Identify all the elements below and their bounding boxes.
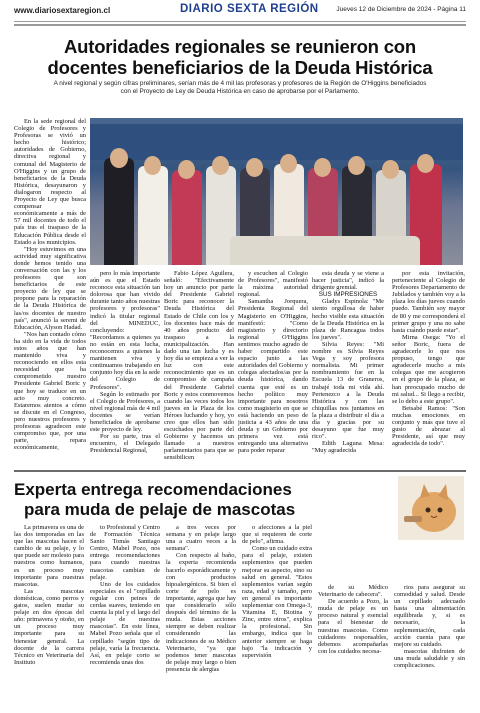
photo-face xyxy=(212,156,229,175)
paragraph: pero lo más importante aún es que el Estado reconoce esta situación tan dolorosa que han vivido durante tanto años nuestras profesores y profesoras" indicó la titular regional del MINEDUC, concluyendo: "Recordamos a quienes ya no están en esta lucha, reconocemos a quienes la mantienen viva y continuamos trabajando en conjunto hoy día en la sede del Colegio de Profesores". xyxy=(90,270,160,391)
paragraph: "Nos han contado cómo ha sido en la vida de todos estos años que han mantenido viva y reconociendo en ellos esta necesidad que ha comprometido nuestro Presidente Gabriel Boric y que hoy se traduce en un acto muy concreto. Estaremos atentos a cómo se discute en el Congreso, pero nuestros profesores y profesoras agradecen este compromiso que, por una parte, repara económicamente, xyxy=(14,330,86,452)
paragraph: o afecciones a la piel que si requieren de corte de pelo", afirma. xyxy=(242,524,312,546)
header-rule-top xyxy=(14,21,466,22)
photo-face xyxy=(246,158,263,177)
article1-column-4 xyxy=(238,270,308,454)
site-url[interactable]: www.diariosextaregion.cl xyxy=(14,6,111,15)
paragraph: Mirna Osega: "Yo el señor Boric, fuera de agradecerle lo que nos propuso, tengo que agradecerle mucho a mis colegas que me acogieron en el grupo de la plaza, se han preocupado mucho de mi salud... Si llego a recibir, se lo debo a este grupo". xyxy=(392,333,465,405)
article1-headline-line2: docentes beneficiarios de la Deuda Histórica xyxy=(47,57,433,78)
article1-subtitle-line2: con el Proyecto de Ley de Deuda Histórica en caso de aprobarse por el Parlamento. xyxy=(120,88,360,95)
paragraph: Por su parte, tras el encuentro, el Delegado Presidencial Regional, xyxy=(90,433,160,455)
photo-face xyxy=(417,154,434,173)
article1-column-6 xyxy=(392,270,465,447)
article1-subtitle-line1: A nivel regional y según cifras preliminares, serían más de 4 mil las profesoras y profesores de la Región de O'Higgins beneficiados xyxy=(53,80,427,87)
article1-column-2 xyxy=(90,270,160,454)
paragraph: Edith Laguna Mesa: "Muy agradecida xyxy=(312,440,384,455)
paragraph: La primavera es una de las dos temporadas en las que las mascotas hacen el cambio de su pelaje, y lo que puede ser molesto para nuestros como humanos, es un proceso muy importante para nuestras mascotas. xyxy=(14,524,84,588)
photo-face xyxy=(314,158,331,177)
photo-table xyxy=(230,236,420,265)
article2-column-6 xyxy=(394,584,465,669)
paragraph: Uno de los cuidados especiales es el "cepillado regular con peines de cerdas suaves, teniendo en cuenta la piel y el largo del pelaje de nuestras mascotas". En este línea, Mabel Pozo señala que el cepillado "según tipo de pelaje, varía la frecuencia. Así, en pelaje corto se recomienda unas dos xyxy=(90,580,160,666)
photo-face xyxy=(144,156,161,175)
article1-group-photo xyxy=(90,118,463,265)
photo-person xyxy=(172,170,202,265)
paragraph: por esta invitación, perteneciente al Colegio de Profesores Departamento de Jubilados y también voy a la plaza los días jueves cuando puedo. También soy mayor de 80 y me corresponderá el primer grupo y una no sabe hasta cuándo puede estar". xyxy=(392,270,465,334)
section-subheading: SUS IMPRESIONES xyxy=(318,291,378,299)
paragraph: rios para asegurar su comodidad y salud. Desde un cepillado adecuado hasta una alimentación equilibrada y, si es necesario, la suplementación, cada acción cuenta para que mejore su cuidado. xyxy=(394,584,465,648)
article1-column-3 xyxy=(164,270,234,462)
cat-illustration xyxy=(398,476,464,540)
article2-cat-photo xyxy=(398,476,464,540)
paragraph: Con respecto al baño, la experta recomienda hacerlo esporádicamente y con productos hipoalergénicos. Si bien el corte de pelo es importante, agrega que hay que considerarlo sólo después del término de la muda. Estas acciones siempre se deben realizar considerando las indicaciones de su Médico Veterinario, "ya que podemos tener mascotas de pelaje muy largo o bien presencia de alergias xyxy=(166,552,236,673)
article1-column-1 xyxy=(14,118,86,451)
paragraph: mascotas disfruten de una muda saludable y sin complicaciones. xyxy=(394,647,465,670)
header-rule-bottom xyxy=(14,24,466,26)
paragraph: de su Médico Veterinario de cabecera". xyxy=(318,584,388,599)
newspaper-name: DIARIO SEXTA REGIÓN xyxy=(180,3,319,15)
article2-column-5 xyxy=(318,584,388,655)
article2-column-2 xyxy=(90,524,160,666)
photo-person xyxy=(138,166,168,265)
paragraph: y escuchen al Colegio de Profesores", manifestó la máxima autoridad regional. xyxy=(238,270,308,299)
paragraph: Betsabé Ramos: "Son muchas emociones en conjunto y más que tuve el gusto de abrazar al Presidente, así que muy agradecida de todo". xyxy=(392,404,465,448)
paragraph: En la sede regional del Colegio de Profesores y Profesoras se vivió un hecho histórico; autoridades de Gobierno, directiva regional y comunal del Magisterio de O'Higgins y un grupo de beneficiarios de la Deuda Histórica, desayunaron y dialogaron respecto al Proyecto de Ley que busca compensar económicamente a más de 57 mil docentes de todo el país tras el traspaso de la Educación Pública desde el Estado a los municipios. xyxy=(14,118,86,246)
article2-column-1 xyxy=(14,524,84,666)
paragraph: esta deuda y se viene a hacer justicia", indicó la dirigente gremial. xyxy=(312,270,384,292)
paragraph: Las mascotas domésticas, como perros y gatos, suelen mudar su pelaje en dos épocas del año: primavera y otoño, en un proceso muy importante para su bienestar general. La docente de la carrera Técnico en Veterinaria del Instituto xyxy=(14,587,84,666)
paragraph: Samantha Jorquera, Presidenta Regional del Magisterio en O'Higgins, manifestó: "Como magisterio y directorio regional O'Higgins sentimos mucho agrado de haber compartido este espacio junto a las autoridades del Gobierno y colegas afectados/as por la deuda histórica, dando cuenta que esté es un hecho político muy importante para nosotros como magisterio en que se está haciendo un peso de justicia a 43 años de una deuda y un Gobierno por primera vez está entregando una alternativa para poder reparar xyxy=(238,298,308,455)
paragraph: Según lo estimado por el Colegio de Profesores, a nivel regional más de 4 mil docentes se verían beneficiados de aprobarse este proyecto de ley. xyxy=(90,390,160,434)
article2-headline xyxy=(14,480,394,520)
page-header xyxy=(0,0,480,20)
photo-banner xyxy=(90,124,463,160)
paragraph: "Hoy estuvimos en una actividad muy significativa donde hemos tenido una conversación con las y los profesores que son beneficiarios de este proyecto de ley que se propone para la reparación de la Deuda Histórica de las/os docentes de nuestro país", anunció la seremi de Educación, Alyson Hadad. xyxy=(14,245,86,331)
paragraph: Como un cuidado extra para el pelaje, existen suplementos que pueden mejorar su aspecto, sino su salud en general. "Estos suplementos varían según raza, edad y tamaño, pero en general es importante suplementar con Omega-3, Vitamina E, Biotina y Zinc, entre otros", explica la profesional. Sin embargo, indica que lo anterior siempre se haga bajo "la indicación y supervisión xyxy=(242,545,312,659)
article1-column-5 xyxy=(312,270,384,454)
paragraph: Silvia Reyes: "Mi nombre es Silvia Reyes Vega y soy profesora normalista. Mi primer nombramiento fue en la Escuela 13 de Graneros, trabajé toda mi vida ahí. Pertenezco a la Deuda Histórica y con las chiquillas nos juntamos en la plaza a distribuir el día a día y gracias por su desayuno que fue muy rico". xyxy=(312,340,384,441)
article-separator xyxy=(14,470,466,472)
article1-subtitle xyxy=(40,80,440,96)
photo-face xyxy=(382,160,399,179)
paragraph: Fabio López Aguilera, señaló: "Efectivamente hoy un anuncio por parte del Presidente Gabriel Boric para reconocer la Deuda Histórica del Estado de Chile con los y los docentes hace más de 40 años producto del traspaso a la municipalización. Han dado una tan lucha y es hoy día se empieza a ver la luz con este reconocimiento que es un compromiso de campaña del Presidente Gabriel Boric y estos conmovemos cuando las veces todos los jueves en la Plaza de los Héroes luchando y hoy, yo creo que ellos han sido escuchados por parte del Gobierno y hacemos un llamado a nuestros parlamentarios para que se sensibilicen xyxy=(164,270,234,462)
photo-face xyxy=(348,156,365,175)
issue-date: Jueves 12 de Diciembre de 2024 - Página 11 xyxy=(336,6,466,13)
paragraph: to Profesional y Centro de Formación Técnica Santo Tomás Santiago Centro, Mabel Pozo, nos entrega recomendaciones para cuando nuestras mascotas cambian de pelaje. xyxy=(90,524,160,581)
paragraph: De acuerdo a Pozo, la muda de pelaje es un proceso natural y esencial para el bienestar de nuestras mascotas. Como cuidadores responsables, debemos acompañarlas con los cuidados necesa- xyxy=(318,598,388,655)
paragraph: Gladys Espinola: "Me siento orgullosa de haber hecho visible esta situación de la Deuda Histórica en la plaza de Rancagua todos los jueves". xyxy=(312,298,384,341)
article2-headline-line2: para muda de pelaje de mascotas xyxy=(24,500,296,519)
article2-column-3 xyxy=(166,524,236,673)
photo-face xyxy=(178,160,195,179)
article2-headline-line1: Experta entrega recomendaciones xyxy=(14,480,292,499)
photo-person xyxy=(104,158,134,265)
photo-face xyxy=(280,154,297,173)
paragraph: a tres veces por semana y en pelaje largo una a cuatro veces a la semana". xyxy=(166,524,236,553)
article1-headline xyxy=(12,36,468,78)
article1-headline-line1: Autoridades regionales se reunieron con xyxy=(63,36,416,57)
photo-face xyxy=(110,148,128,168)
article2-column-4 xyxy=(242,524,312,659)
